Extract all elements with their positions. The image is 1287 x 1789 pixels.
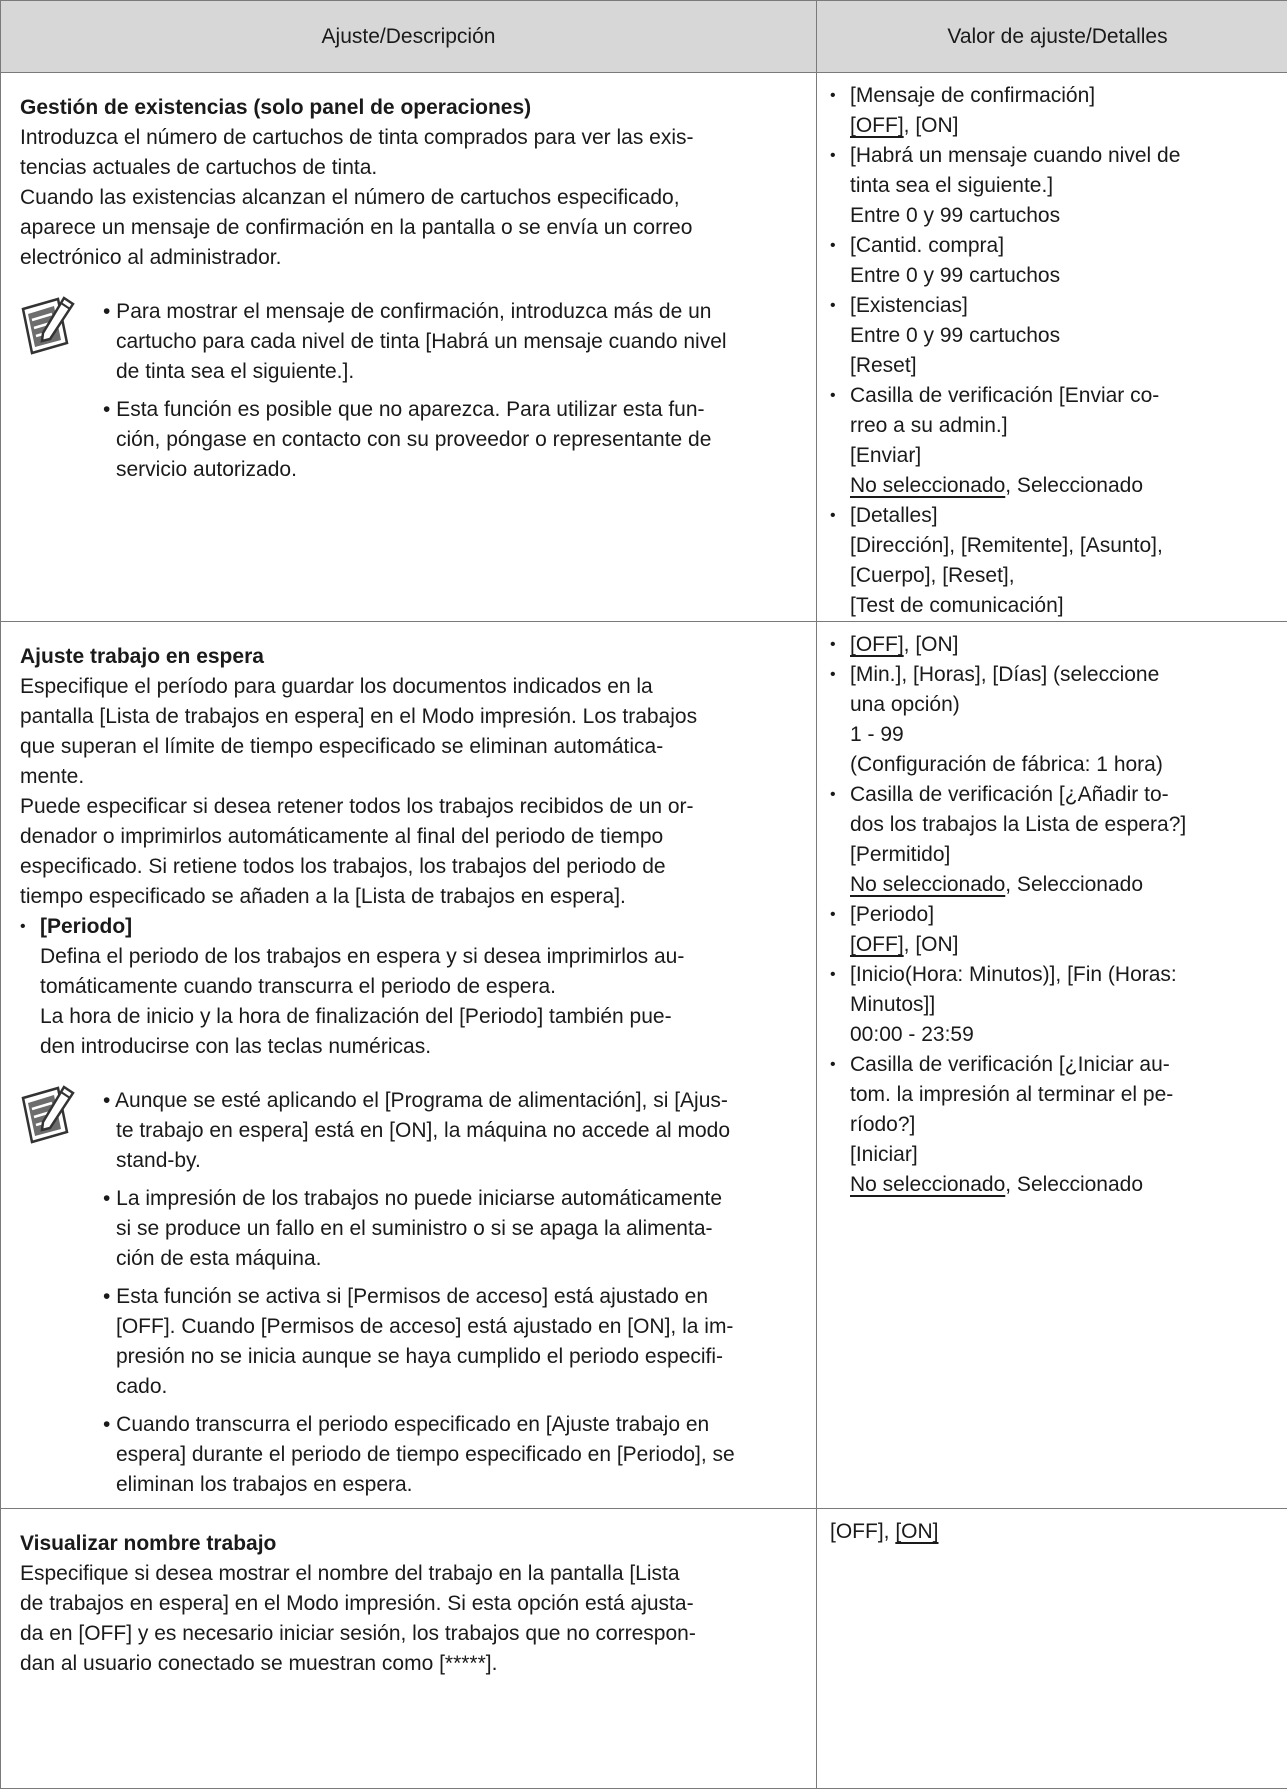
note-item: • Aunque se esté aplicando el [Programa de alimentación], si [Ajus- te trabajo en espera] está en [ON], la máquina no accede al modo stand-by.: [103, 1086, 804, 1176]
setting-title: Visualizar nombre trabajo: [20, 1529, 804, 1559]
period-title: • [Periodo]: [40, 912, 804, 942]
value-item: • [Mensaje de confirmación] [OFF], [ON]: [830, 81, 1287, 141]
table-row: [1, 1509, 1287, 1789]
description-line: mente.: [20, 762, 804, 792]
default-value: No seleccionado: [850, 1173, 1005, 1196]
default-value: No seleccionado: [850, 474, 1005, 497]
value-item: • Casilla de verificación [¿Añadir to- dos los trabajos la Lista de espera?] [Permitido] No seleccionado, Seleccionado: [830, 780, 1287, 900]
memo-pencil-icon: [20, 1084, 76, 1146]
description-line: de trabajos en espera] en el Modo impresión. Si esta opción está ajusta-: [20, 1589, 804, 1619]
default-value: [OFF]: [850, 114, 904, 137]
description-line: electrónico al administrador.: [20, 243, 804, 273]
period-list: [20, 912, 804, 1062]
value-item: [OFF], [ON]: [830, 1517, 1287, 1547]
table-row: [1, 73, 1287, 622]
value-item: • [Habrá un mensaje cuando nivel de tinta sea el siguiente.] Entre 0 y 99 cartuchos: [830, 141, 1287, 231]
value-item: • [Existencias] Entre 0 y 99 cartuchos [Reset]: [830, 291, 1287, 381]
note-list: [103, 1086, 804, 1500]
row-values: [817, 1509, 1287, 1789]
note-list: [103, 297, 804, 485]
table-header-row: [1, 1, 1287, 73]
default-value: No seleccionado: [850, 873, 1005, 896]
value-item: • [Periodo] [OFF], [ON]: [830, 900, 1287, 960]
value-list: [830, 81, 1287, 621]
description-line: Cuando las existencias alcanzan el número de cartuchos especificado,: [20, 183, 804, 213]
description-line: Introduzca el número de cartuchos de tinta comprados para ver las exis-: [20, 123, 804, 153]
description-line: tiempo especificado se añaden a la [Lista de trabajos en espera].: [20, 882, 804, 912]
default-value: [ON]: [895, 1520, 938, 1543]
description-line: Puede especificar si desea retener todos los trabajos recibidos de un or-: [20, 792, 804, 822]
description-line: pantalla [Lista de trabajos en espera] en el Modo impresión. Los trabajos: [20, 702, 804, 732]
description-line: Especifique el período para guardar los documentos indicados en la: [20, 672, 804, 702]
column-header-value: Valor de ajuste/Detalles: [817, 1, 1287, 73]
default-value: [OFF]: [850, 633, 904, 656]
setting-title: Gestión de existencias (solo panel de operaciones): [20, 93, 804, 123]
row-description: [1, 622, 817, 1509]
row-description: [1, 73, 817, 622]
row-description: [1, 1509, 817, 1789]
description-line: denador o imprimirlos automáticamente al final del periodo de tiempo: [20, 822, 804, 852]
description-line: Especifique si desea mostrar el nombre del trabajo en la pantalla [Lista: [20, 1559, 804, 1589]
note-item: • Esta función es posible que no aparezca. Para utilizar esta fun- ción, póngase en contacto con su proveedor o representante de servicio autorizado.: [103, 395, 804, 485]
description-line: que superan el límite de tiempo especificado se eliminan automática-: [20, 732, 804, 762]
description-line: especificado. Si retiene todos los trabajos, los trabajos del periodo de: [20, 852, 804, 882]
description-line: tencias actuales de cartuchos de tinta.: [20, 153, 804, 183]
setting-title: Ajuste trabajo en espera: [20, 642, 804, 672]
column-header-setting: Ajuste/Descripción: [1, 1, 817, 73]
value-item: • [OFF], [ON]: [830, 630, 1287, 660]
row-values: [817, 73, 1287, 622]
note-item: • Esta función se activa si [Permisos de acceso] está ajustado en [OFF]. Cuando [Permisos de acceso] está ajustado en [ON], la im- presión no se inicia aunque se haya cumplido el periodo especifi- cado.: [103, 1282, 804, 1402]
value-item: • [Min.], [Horas], [Días] (seleccione una opción) 1 - 99 (Configuración de fábrica: 1 hora): [830, 660, 1287, 780]
row-values: [817, 622, 1287, 1509]
value-item: • Casilla de verificación [¿Iniciar au- tom. la impresión al terminar el pe- ríodo?] [Iniciar] No seleccionado, Seleccionado: [830, 1050, 1287, 1200]
note-item: • Para mostrar el mensaje de confirmación, introduzca más de un cartucho para cada nivel de tinta [Habrá un mensaje cuando nivel de tinta sea el siguiente.].: [103, 297, 804, 387]
value-item: • [Cantid. compra] Entre 0 y 99 cartuchos: [830, 231, 1287, 291]
description-line: aparece un mensaje de confirmación en la pantalla o se envía un correo: [20, 213, 804, 243]
note-block: [20, 297, 804, 485]
note-block: [20, 1086, 804, 1500]
memo-pencil-icon: [20, 295, 76, 357]
value-item: • Casilla de verificación [Enviar co- rreo a su admin.] [Enviar] No seleccionado, Seleccionado: [830, 381, 1287, 501]
period-item: • [Periodo] Defina el periodo de los trabajos en espera y si desea imprimirlos au- tomáticamente cuando transcurra el periodo de espera. La hora de inicio y la hora de finalización del [Periodo] también pue- den introducirse con las teclas numéricas.: [20, 912, 804, 1062]
note-item: • La impresión de los trabajos no puede iniciarse automáticamente si se produce un fallo en el suministro o si se apaga la alimenta- ción de esta máquina.: [103, 1184, 804, 1274]
note-item: • Cuando transcurra el periodo especificado en [Ajuste trabajo en espera] durante el periodo de tiempo especificado en [Periodo], se eliminan los trabajos en espera.: [103, 1410, 804, 1500]
table-row: [1, 622, 1287, 1509]
value-item: • [Inicio(Hora: Minutos)], [Fin (Horas: Minutos]] 00:00 - 23:59: [830, 960, 1287, 1050]
value-list: [830, 630, 1287, 1200]
default-value: [OFF]: [850, 933, 904, 956]
value-item: • [Detalles] [Dirección], [Remitente], [Asunto], [Cuerpo], [Reset], [Test de comunicación]: [830, 501, 1287, 621]
description-line: da en [OFF] y es necesario iniciar sesión, los trabajos que no correspon-: [20, 1619, 804, 1649]
description-line: dan al usuario conectado se muestran como [*****].: [20, 1649, 804, 1679]
